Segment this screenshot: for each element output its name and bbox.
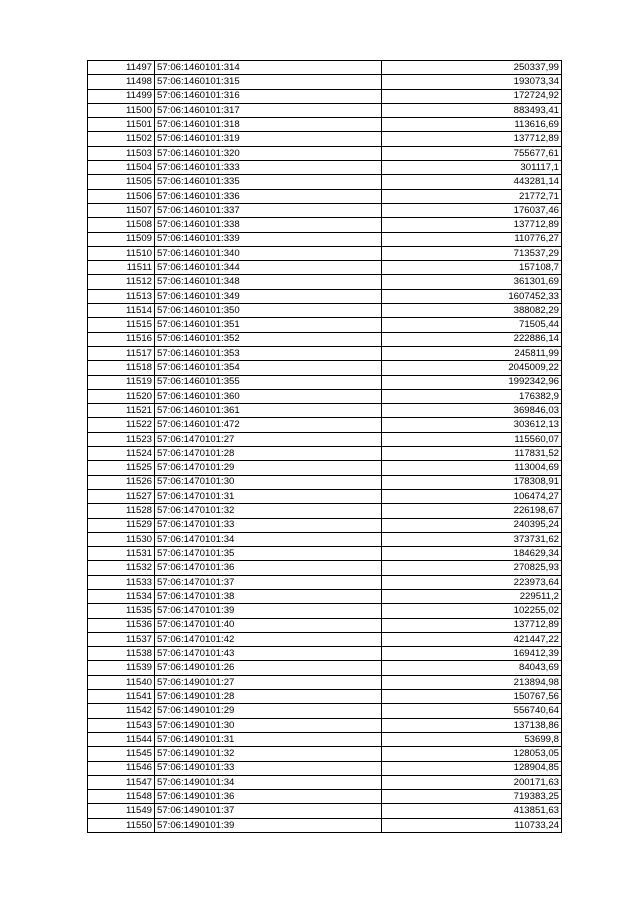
table-row (88, 404, 562, 418)
cadastral-value-table (87, 60, 562, 833)
row-number-cell: 11513 (88, 289, 155, 303)
cadastral-value-cell: 137712,89 (382, 618, 562, 632)
table-row (88, 146, 562, 160)
table-row (88, 475, 562, 489)
cadastral-value-cell: 373731,62 (382, 532, 562, 546)
cadastral-number-cell: 57:06:1470101:33 (155, 518, 382, 532)
cadastral-value-cell: 200171,63 (382, 775, 562, 789)
table-row (88, 275, 562, 289)
table-row (88, 561, 562, 575)
cadastral-value-cell: 110733,24 (382, 818, 562, 832)
row-number-cell: 11522 (88, 418, 155, 432)
row-number-cell: 11531 (88, 547, 155, 561)
table-row (88, 718, 562, 732)
cadastral-number-cell: 57:06:1470101:39 (155, 604, 382, 618)
cadastral-number-cell: 57:06:1460101:335 (155, 175, 382, 189)
cadastral-value-cell: 556740,64 (382, 704, 562, 718)
row-number-cell: 11499 (88, 89, 155, 103)
cadastral-number-cell: 57:06:1470101:27 (155, 432, 382, 446)
table-row (88, 103, 562, 117)
row-number-cell: 11502 (88, 132, 155, 146)
cadastral-number-cell: 57:06:1490101:28 (155, 690, 382, 704)
cadastral-value-cell: 270825,93 (382, 561, 562, 575)
cadastral-number-cell: 57:06:1490101:26 (155, 661, 382, 675)
cadastral-value-cell: 413851,63 (382, 804, 562, 818)
cadastral-number-cell: 57:06:1460101:333 (155, 161, 382, 175)
cadastral-value-cell: 110776,27 (382, 232, 562, 246)
cadastral-value-cell: 245811,99 (382, 346, 562, 360)
cadastral-value-cell: 113004,69 (382, 461, 562, 475)
table-row (88, 418, 562, 432)
table-row (88, 189, 562, 203)
table-row (88, 747, 562, 761)
table-row (88, 647, 562, 661)
row-number-cell: 11509 (88, 232, 155, 246)
cadastral-value-cell: 250337,99 (382, 61, 562, 75)
cadastral-value-cell: 369846,03 (382, 404, 562, 418)
cadastral-number-cell: 57:06:1490101:31 (155, 732, 382, 746)
row-number-cell: 11511 (88, 261, 155, 275)
table-row (88, 161, 562, 175)
table-row (88, 89, 562, 103)
cadastral-value-cell: 53699,8 (382, 732, 562, 746)
table-row (88, 175, 562, 189)
row-number-cell: 11543 (88, 718, 155, 732)
table-row (88, 704, 562, 718)
table-row (88, 361, 562, 375)
cadastral-value-cell: 184629,34 (382, 547, 562, 561)
cadastral-value-cell: 102255,02 (382, 604, 562, 618)
table-row (88, 504, 562, 518)
cadastral-value-cell: 226198,67 (382, 504, 562, 518)
table-row (88, 375, 562, 389)
cadastral-value-cell: 84043,69 (382, 661, 562, 675)
cadastral-number-cell: 57:06:1490101:33 (155, 761, 382, 775)
row-number-cell: 11510 (88, 246, 155, 260)
row-number-cell: 11504 (88, 161, 155, 175)
cadastral-number-cell: 57:06:1470101:43 (155, 647, 382, 661)
cadastral-number-cell: 57:06:1460101:338 (155, 218, 382, 232)
table-row (88, 203, 562, 217)
cadastral-value-cell: 128904,85 (382, 761, 562, 775)
cadastral-number-cell: 57:06:1490101:27 (155, 675, 382, 689)
row-number-cell: 11535 (88, 604, 155, 618)
cadastral-number-cell: 57:06:1460101:361 (155, 404, 382, 418)
table-row (88, 432, 562, 446)
table-row (88, 732, 562, 746)
row-number-cell: 11532 (88, 561, 155, 575)
cadastral-value-cell: 883493,41 (382, 103, 562, 117)
cadastral-number-cell: 57:06:1460101:472 (155, 418, 382, 432)
table-row (88, 232, 562, 246)
row-number-cell: 11506 (88, 189, 155, 203)
cadastral-value-cell: 115560,07 (382, 432, 562, 446)
cadastral-value-cell: 71505,44 (382, 318, 562, 332)
cadastral-number-cell: 57:06:1460101:314 (155, 61, 382, 75)
table-row (88, 489, 562, 503)
table-row (88, 589, 562, 603)
row-number-cell: 11536 (88, 618, 155, 632)
cadastral-number-cell: 57:06:1460101:360 (155, 389, 382, 403)
row-number-cell: 11497 (88, 61, 155, 75)
row-number-cell: 11538 (88, 647, 155, 661)
table-row (88, 346, 562, 360)
cadastral-number-cell: 57:06:1470101:28 (155, 447, 382, 461)
cadastral-value-cell: 137712,89 (382, 132, 562, 146)
cadastral-number-cell: 57:06:1490101:39 (155, 818, 382, 832)
cadastral-number-cell: 57:06:1460101:318 (155, 118, 382, 132)
row-number-cell: 11518 (88, 361, 155, 375)
cadastral-value-cell: 2045009,22 (382, 361, 562, 375)
table-row (88, 118, 562, 132)
cadastral-number-cell: 57:06:1460101:344 (155, 261, 382, 275)
cadastral-number-cell: 57:06:1460101:340 (155, 246, 382, 260)
row-number-cell: 11503 (88, 146, 155, 160)
row-number-cell: 11550 (88, 818, 155, 832)
row-number-cell: 11500 (88, 103, 155, 117)
table-row (88, 304, 562, 318)
row-number-cell: 11501 (88, 118, 155, 132)
cadastral-value-cell: 421447,22 (382, 632, 562, 646)
cadastral-number-cell: 57:06:1490101:30 (155, 718, 382, 732)
row-number-cell: 11533 (88, 575, 155, 589)
table-row (88, 790, 562, 804)
row-number-cell: 11523 (88, 432, 155, 446)
cadastral-number-cell: 57:06:1470101:32 (155, 504, 382, 518)
row-number-cell: 11545 (88, 747, 155, 761)
cadastral-value-cell: 719383,25 (382, 790, 562, 804)
cadastral-value-cell: 169412,39 (382, 647, 562, 661)
row-number-cell: 11526 (88, 475, 155, 489)
cadastral-number-cell: 57:06:1470101:36 (155, 561, 382, 575)
row-number-cell: 11525 (88, 461, 155, 475)
cadastral-number-cell: 57:06:1490101:32 (155, 747, 382, 761)
table-row (88, 690, 562, 704)
cadastral-number-cell: 57:06:1460101:348 (155, 275, 382, 289)
cadastral-value-cell: 301117,1 (382, 161, 562, 175)
row-number-cell: 11521 (88, 404, 155, 418)
cadastral-value-cell: 21772,71 (382, 189, 562, 203)
row-number-cell: 11508 (88, 218, 155, 232)
cadastral-value-cell: 1992342,96 (382, 375, 562, 389)
table-row (88, 804, 562, 818)
cadastral-number-cell: 57:06:1460101:355 (155, 375, 382, 389)
cadastral-number-cell: 57:06:1460101:316 (155, 89, 382, 103)
row-number-cell: 11524 (88, 447, 155, 461)
row-number-cell: 11541 (88, 690, 155, 704)
cadastral-number-cell: 57:06:1470101:40 (155, 618, 382, 632)
row-number-cell: 11520 (88, 389, 155, 403)
cadastral-number-cell: 57:06:1460101:336 (155, 189, 382, 203)
cadastral-number-cell: 57:06:1460101:354 (155, 361, 382, 375)
row-number-cell: 11542 (88, 704, 155, 718)
row-number-cell: 11546 (88, 761, 155, 775)
table-row (88, 818, 562, 832)
cadastral-value-cell: 303612,13 (382, 418, 562, 432)
cadastral-value-cell: 106474,27 (382, 489, 562, 503)
cadastral-value-cell: 713537,29 (382, 246, 562, 260)
cadastral-value-cell: 388082,29 (382, 304, 562, 318)
cadastral-value-cell: 128053,05 (382, 747, 562, 761)
cadastral-value-cell: 113616,69 (382, 118, 562, 132)
table-row (88, 632, 562, 646)
cadastral-number-cell: 57:06:1490101:36 (155, 790, 382, 804)
cadastral-number-cell: 57:06:1460101:351 (155, 318, 382, 332)
cadastral-value-cell: 223973,64 (382, 575, 562, 589)
row-number-cell: 11527 (88, 489, 155, 503)
row-number-cell: 11528 (88, 504, 155, 518)
table-row (88, 61, 562, 75)
cadastral-value-cell: 176037,46 (382, 203, 562, 217)
table-row (88, 318, 562, 332)
cadastral-number-cell: 57:06:1460101:339 (155, 232, 382, 246)
cadastral-number-cell: 57:06:1490101:34 (155, 775, 382, 789)
cadastral-value-cell: 213894,98 (382, 675, 562, 689)
cadastral-number-cell: 57:06:1490101:37 (155, 804, 382, 818)
table-row (88, 532, 562, 546)
cadastral-number-cell: 57:06:1460101:320 (155, 146, 382, 160)
table-row (88, 547, 562, 561)
cadastral-value-cell: 172724,92 (382, 89, 562, 103)
cadastral-number-cell: 57:06:1460101:349 (155, 289, 382, 303)
cadastral-number-cell: 57:06:1460101:319 (155, 132, 382, 146)
row-number-cell: 11519 (88, 375, 155, 389)
row-number-cell: 11505 (88, 175, 155, 189)
cadastral-number-cell: 57:06:1460101:317 (155, 103, 382, 117)
cadastral-value-cell: 117831,52 (382, 447, 562, 461)
cadastral-value-cell: 193073,34 (382, 75, 562, 89)
cadastral-number-cell: 57:06:1460101:315 (155, 75, 382, 89)
row-number-cell: 11547 (88, 775, 155, 789)
table-row (88, 218, 562, 232)
row-number-cell: 11534 (88, 589, 155, 603)
table-row (88, 246, 562, 260)
cadastral-number-cell: 57:06:1460101:352 (155, 332, 382, 346)
table-row (88, 761, 562, 775)
table-row (88, 332, 562, 346)
table-row (88, 447, 562, 461)
cadastral-number-cell: 57:06:1460101:337 (155, 203, 382, 217)
table-row (88, 518, 562, 532)
row-number-cell: 11539 (88, 661, 155, 675)
table-row (88, 389, 562, 403)
table-row (88, 575, 562, 589)
cadastral-value-cell: 755677,61 (382, 146, 562, 160)
row-number-cell: 11515 (88, 318, 155, 332)
cadastral-number-cell: 57:06:1470101:31 (155, 489, 382, 503)
cadastral-number-cell: 57:06:1460101:350 (155, 304, 382, 318)
cadastral-number-cell: 57:06:1470101:38 (155, 589, 382, 603)
table-row (88, 75, 562, 89)
cadastral-value-cell: 361301,69 (382, 275, 562, 289)
row-number-cell: 11517 (88, 346, 155, 360)
cadastral-number-cell: 57:06:1490101:29 (155, 704, 382, 718)
cadastral-number-cell: 57:06:1470101:30 (155, 475, 382, 489)
table-row (88, 261, 562, 275)
table-row (88, 618, 562, 632)
cadastral-number-cell: 57:06:1460101:353 (155, 346, 382, 360)
cadastral-value-cell: 137712,89 (382, 218, 562, 232)
cadastral-number-cell: 57:06:1470101:35 (155, 547, 382, 561)
row-number-cell: 11544 (88, 732, 155, 746)
row-number-cell: 11537 (88, 632, 155, 646)
cadastral-value-cell: 178308,91 (382, 475, 562, 489)
cadastral-number-cell: 57:06:1470101:29 (155, 461, 382, 475)
cadastral-number-cell: 57:06:1470101:42 (155, 632, 382, 646)
table-row (88, 775, 562, 789)
cadastral-value-cell: 157108,7 (382, 261, 562, 275)
cadastral-value-cell: 1607452,33 (382, 289, 562, 303)
row-number-cell: 11540 (88, 675, 155, 689)
cadastral-value-cell: 137138,86 (382, 718, 562, 732)
table-row (88, 661, 562, 675)
row-number-cell: 11530 (88, 532, 155, 546)
table-row (88, 289, 562, 303)
cadastral-number-cell: 57:06:1470101:37 (155, 575, 382, 589)
row-number-cell: 11512 (88, 275, 155, 289)
cadastral-value-cell: 150767,56 (382, 690, 562, 704)
row-number-cell: 11549 (88, 804, 155, 818)
table-row (88, 132, 562, 146)
row-number-cell: 11498 (88, 75, 155, 89)
cadastral-value-cell: 443281,14 (382, 175, 562, 189)
cadastral-number-cell: 57:06:1470101:34 (155, 532, 382, 546)
row-number-cell: 11548 (88, 790, 155, 804)
table-row (88, 604, 562, 618)
row-number-cell: 11529 (88, 518, 155, 532)
table-row (88, 675, 562, 689)
table-body (88, 61, 562, 833)
cadastral-value-cell: 222886,14 (382, 332, 562, 346)
row-number-cell: 11516 (88, 332, 155, 346)
cadastral-value-cell: 176382,9 (382, 389, 562, 403)
row-number-cell: 11507 (88, 203, 155, 217)
cadastral-value-cell: 240395,24 (382, 518, 562, 532)
table-row (88, 461, 562, 475)
cadastral-value-cell: 229511,2 (382, 589, 562, 603)
row-number-cell: 11514 (88, 304, 155, 318)
